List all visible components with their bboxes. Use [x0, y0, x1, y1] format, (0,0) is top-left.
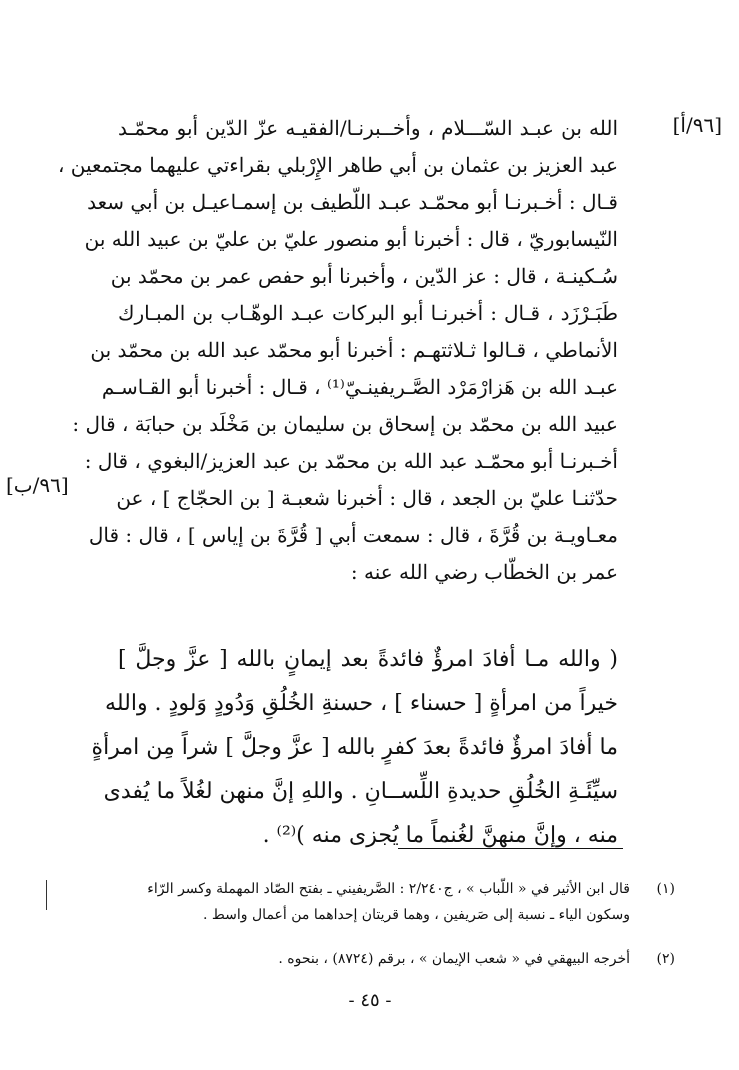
quote-line: ( والله مـا أفادَ امرؤٌ فائدةً بعد إيمانٍ بالله [ عزَّ وجلَّ ]	[118, 647, 618, 672]
text-line: عبـد الله بن هَزارْمَرْد الصَّـريفينـيّ⁽¹⁾ ، قـال : أخبرنا أبو القـاسـم	[101, 375, 618, 399]
footnote-number: (٢)	[656, 951, 675, 967]
text-line: معـاويـة بن قُرَّةَ ، قال : سمعت أبي [ قُرَّةَ بن إياس ] ، قال : قال	[88, 523, 618, 547]
quote-line: سيِّئَـةِ الخُلُقِ حديدةِ اللِّســانِ . واللهِ إنَّ منهن لغُلاً ما يُفدى	[103, 779, 618, 804]
text-line: قـال : أخـبرنـا أبو محمّـد عبـد اللّطيف بن إسمـاعيـل بن أبي سعد	[87, 190, 618, 214]
text-line: عبد العزيز بن عثمان بن أبي طاهر الإِرْبلي بقراءتي عليهما مجتمعين ،	[57, 153, 618, 177]
footnote-number: (١)	[656, 881, 675, 897]
footnote-separator	[398, 848, 623, 849]
footnote-text: قال ابن الأثير في « اللّباب » ، ج٢/٢٤٠ : الصَّريفيني ـ بفتح الصّاد المهملة وكسر الرّاء	[147, 881, 630, 897]
folio-marker-96b: [٩٦/ب]	[6, 473, 69, 497]
quote-line: خيراً من امرأةٍ [ حسناء ] ، حسنةِ الخُلُقِ وَدُودٍ وَلودٍ . والله	[105, 691, 618, 716]
folio-marker-96a: [٩٦/أ]	[672, 113, 722, 137]
text-line: الله بن عبـد السّـــلام ، وأخــبرنـا/الفقيـه عزّ الدّين أبو محمّـد	[118, 116, 618, 140]
text-line: سُـكينـة ، قال : عز الدّين ، وأخبرنا أبو حفص عمر بن محمّد بن	[110, 264, 618, 288]
footnote-2	[90, 946, 675, 972]
footnote-text: وسكون الياء ـ نسبة إلى صَريفين ، وهما قريتان إحداهما من أعمال واسط .	[202, 907, 630, 923]
footnote-line	[90, 946, 675, 972]
text-line: عبيد الله بن محمّد بن إسحاق بن سليمان بن مَخْلَد بن حبابَة ، قال :	[72, 412, 618, 436]
footnote-line	[90, 876, 675, 902]
text-line: أخـبرنـا أبو محمّـد عبد الله بن محمّد بن عبد العزيز/البغوي ، قال :	[84, 449, 618, 473]
footnote-1	[90, 876, 675, 928]
isnad-paragraph	[57, 110, 618, 591]
footnote-line	[90, 902, 675, 928]
page-number: - ٤٥ -	[348, 990, 392, 1011]
text-line: حدّثنـا عليّ بن الجعد ، قال : أخبرنا شعبـة [ بن الحجّاج ] ، عن	[116, 486, 618, 510]
text-line: عمر بن الخطّاب رضي الله عنه :	[350, 560, 618, 584]
quote-line: منه ، وإنَّ منهنَّ لغُنماً ما يُجزى منه )⁽²⁾ .	[262, 823, 618, 848]
text-line: الأنماطي ، قـالوا ثـلاثتهـم : أخبرنا أبو محمّد عبد الله بن محمّد بن	[90, 338, 618, 362]
text-line: طَبَـرْزَد ، قـال : أخبرنـا أبو البركات عبـد الوهّـاب بن المبـارك	[118, 301, 618, 325]
text-line: النّيسابوريّ ، قال : أخبرنا أبو منصور عليّ بن عليّ بن عبيد الله بن	[84, 227, 618, 251]
hadith-quote	[91, 638, 618, 858]
footnote-text: أخرجه البيهقي في « شعب الإيمان » ، برقم (٨٧٢٤) ، بنحوه .	[278, 951, 630, 967]
margin-tick	[46, 880, 47, 910]
quote-line: ما أفادَ امرؤٌ فائدةً بعدَ كفرٍ بالله [ عزَّ وجلَّ ] شراً مِن امرأةٍ	[91, 735, 618, 760]
